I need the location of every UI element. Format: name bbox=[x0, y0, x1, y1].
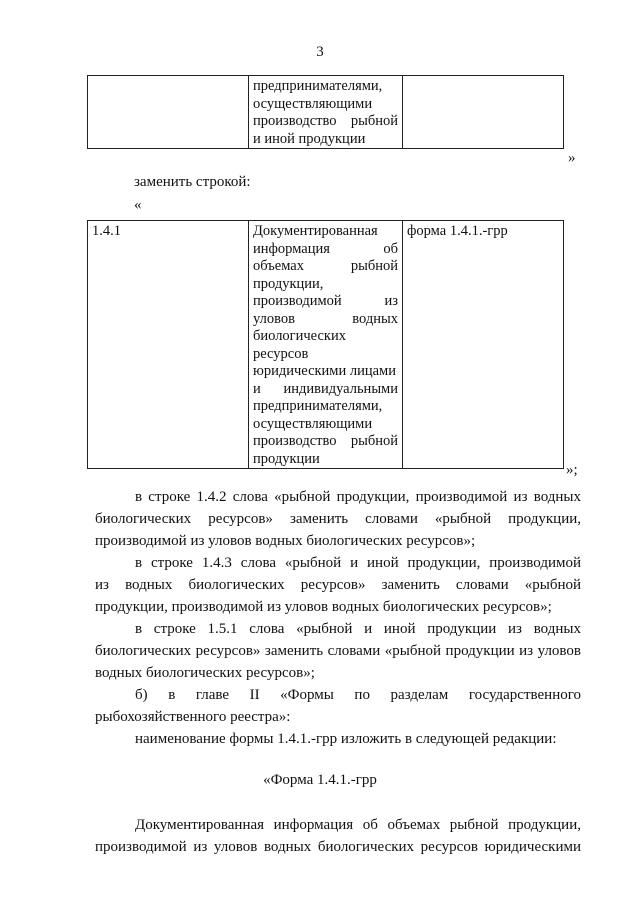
form-title: «Форма 1.4.1.-грр bbox=[263, 772, 377, 788]
new-row-description-cell bbox=[249, 221, 403, 469]
bottom-paragraph bbox=[95, 814, 581, 858]
text-line: в строке 1.4.2 слова «рыбной продукции, производимой из водных bbox=[135, 489, 581, 505]
opening-quote: « bbox=[134, 197, 142, 213]
text-line: в строке 1.4.3 слова «рыбной и иной продукции, производимой bbox=[135, 555, 581, 571]
text-line: продукции, производимой из уловов водных биологических ресурсов»; bbox=[95, 599, 552, 615]
cell-line: продукции, bbox=[253, 275, 324, 292]
text-line: производимой из уловов водных биологических ресурсов юридическими bbox=[95, 839, 581, 855]
table-row bbox=[88, 76, 564, 149]
text-line: в строке 1.5.1 слова «рыбной и иной продукции из водных bbox=[135, 621, 581, 637]
new-row-table bbox=[87, 220, 564, 469]
text-line: водных биологических ресурсов»; bbox=[95, 665, 315, 681]
closing-quote: » bbox=[568, 150, 576, 166]
cell-line: предпринимателями, bbox=[253, 398, 383, 414]
paragraph-form-name bbox=[95, 728, 581, 750]
old-row-number-cell bbox=[88, 76, 249, 149]
old-row-description-cell bbox=[249, 76, 403, 149]
cell-line: биологических bbox=[253, 328, 346, 344]
cell-line: информация об bbox=[253, 240, 398, 257]
cell-line: объемах рыбной bbox=[253, 258, 398, 274]
text-line: производимой из уловов водных биологических ресурсов»; bbox=[95, 533, 476, 549]
cell-line: и индивидуальными bbox=[253, 380, 398, 397]
table-row bbox=[88, 221, 564, 469]
cell-line: и иной продукции bbox=[253, 130, 366, 147]
cell-line: предпринимателями, bbox=[253, 78, 383, 94]
cell-line: осуществляющими bbox=[253, 415, 373, 432]
text-line: наименование формы 1.4.1.-грр изложить в следующей редакции: bbox=[135, 731, 557, 747]
cell-line: Документированная bbox=[253, 223, 378, 239]
text-line: биологических ресурсов» заменить словами «рыбной продукции из уловов bbox=[95, 643, 581, 659]
new-row-number-cell: 1.4.1 bbox=[88, 221, 249, 469]
cell-line: продукции bbox=[253, 450, 320, 467]
text-line: б) в главе II «Формы по разделам государственного bbox=[135, 687, 581, 703]
new-row-form-cell: форма 1.4.1.-грр bbox=[403, 221, 564, 469]
text-line: рыбохозяйственного реестра»: bbox=[95, 709, 291, 725]
closing-quote-semicolon: »; bbox=[566, 462, 578, 478]
paragraph-line-1-4-3 bbox=[95, 552, 581, 618]
text-line: биологических ресурсов» заменить словами «рыбной продукции, bbox=[95, 511, 581, 527]
replace-instruction: заменить строкой: bbox=[134, 174, 251, 190]
paragraph-line-1-5-1 bbox=[95, 618, 581, 684]
page-number: 3 bbox=[316, 44, 324, 60]
cell-line: производимой из bbox=[253, 293, 398, 309]
cell-line: производство рыбной bbox=[253, 113, 398, 129]
cell-line: уловов водных bbox=[253, 310, 398, 327]
text-line: Документированная информация об объемах рыбной продукции, bbox=[135, 817, 581, 833]
text-line: из водных биологических ресурсов» заменить словами «рыбной bbox=[95, 577, 581, 593]
cell-line: осуществляющими bbox=[253, 95, 373, 112]
paragraph-chapter-ii bbox=[95, 684, 581, 728]
paragraph-line-1-4-2 bbox=[95, 486, 581, 552]
cell-line: юридическими лицами bbox=[253, 363, 396, 379]
old-row-table bbox=[87, 75, 564, 149]
cell-line: производство рыбной bbox=[253, 433, 398, 449]
cell-line: ресурсов bbox=[253, 345, 309, 362]
old-row-form-cell bbox=[403, 76, 564, 149]
